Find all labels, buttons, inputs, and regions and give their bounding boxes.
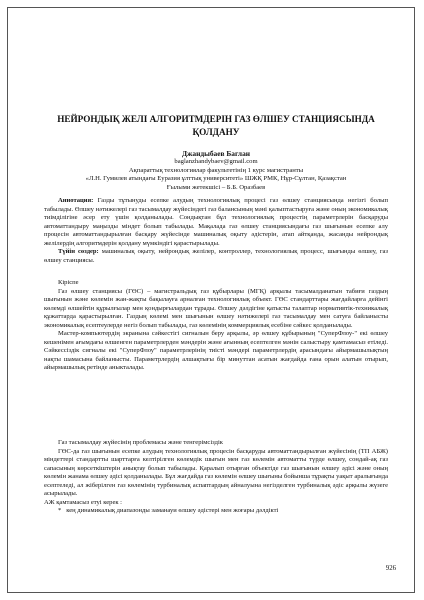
abstract-block: [44, 197, 388, 265]
keywords-text: машиналық оқыту, нейрондық желілер, контроллер, технологиялық процесс, шығынды өлшеу, газ өлшеу станциясы.: [44, 248, 388, 264]
title-line-1: НЕЙРОНДЫҚ ЖЕЛІ АЛГОРИТМДЕРІН ГАЗ ӨЛШЕУ СТАНЦИЯСЫНДА: [57, 114, 375, 124]
author-affiliation: [44, 158, 388, 192]
paper-title: [44, 113, 388, 139]
paragraph-1: Газ өлшеу станциясы (ГӨС) – магистральдық газ құбырлары (МГҚ) арқылы тасымалданатын табиғи газдың шығынын және көлемін жан-жақты бақылауға арналған технологиялық объект. ГӨС стандарттары жағдайларға дейінгі көлемді өлшейтін құрылғылар мен қондырғылардан тұрады. Өлшеу дәлдігіне қатысты талаптар нормативтік-техникалық құжаттарда қарастырылған. Газдың көлемі мен шығынын өлшеу нәтижелері газ тасымалдау мен сатуға байланысты экономикалық есептеулерде негіз болып табылады, газ көлемінің коммерциялық есебіне сәйкес қолданылады.: [44, 287, 388, 329]
paragraph-2: Мастер-компьютердің экранына сәйкестігі сигналын беру арқылы, әр өлшеу құбырының "СуперФлоу-" екі өлшеу кешенімен ағымдағы өлшенген параметрлерден мәндерін және ағынның есептелген мәнін салыстыру қамтамасыз етіледі. Сәйкессіздік сигналы екі "СуперФлоу" параметрлерінің тиісті мәндері параметрлердің арасындағы айырмашылықтың нақты шамасына байланысты. Параметрлердің алшақтығы бір минуттан асатын жағдайда ғана орын алатын отырып, айырмашылық ретінде аныкталады.: [44, 330, 388, 371]
paragraph-3: ГӨС-да газ шығынын есепке алудың технологиялық процесін басқаруды автоматтандырылған жүйесінің (ТП АБЖ) міндеттері стандартты шарттарға келтірілген көлемдік шығын мен газ көлемін автоматты түрде өлшеу, сондай-ақ газ сапасының көрсеткіштерін анықтау болып табылады. Қаралып отырған объектіде газ шығынын өлшеу әдісі және оның көлемін жанама өлшеу әдісі қолданылады. Бұл жағдайда газ көлемін өлшеу шығыны бойынша тұрақты уақыт аралығында есептеледі, ал жіберілген газ көлемінің турбиналық аспаптардың айналуына негізделген турбиналық әдіс арқылы жүзеге асырылады.: [44, 447, 388, 497]
section-2-heading: Газ тасымалдау жүйесінің проблемасы және тенгерімсіздік: [58, 439, 223, 446]
author-name: Джандыбаев Баглан: [181, 149, 251, 158]
annotation-label: Аннотация:: [58, 197, 94, 204]
title-line-2: ҚОЛДАНУ: [192, 127, 240, 137]
affiliation-line-1: Ақпараттық технологиялар факультетінің 1 курс магистранты: [128, 166, 304, 174]
section-2-block: [44, 439, 388, 516]
affiliation-line-2: «Л.Н. Гумилев атындағы Еуразия ұлттық университеті» ШЖҚ РМК, Нұр-Сұлтан, Қазақстан: [85, 175, 347, 183]
bullet-1-text: кең динамикалық диапазонды заманауи өлшеу әдістері мен жоғары дәлдікті: [66, 507, 279, 514]
paper-page: [7, 7, 415, 593]
introduction-block: [44, 279, 388, 373]
ag-heading: АЖ қамтамасыз етуі керек :: [44, 498, 122, 506]
annotation-text: Газды тұтынуды есепке алудың технологиялық процесі газ өлшеу станциясында негізгі болып табылады. Өлшеу нәтижелері газ тасымалдау жүйесіндегі газ балансының мәні қалыптастыруға және оның экономикалық тиімділігіне әсер ету үшін қолданылады. Сондықтан бұл технологиялық процестің параметрлерін басқаруды автоматтандыру маңызды міндет болып табылады. Мақалада газ өлшеу станциясындағы газ шығынын есепке алу процесін автоматтандырылған басқару жүйесінде машиналық оқыту әдістерін, атап айтқанда, жасанды нейрондық желілердің алгоритмдерін қолдану мүмкіндігі қарастырылады.: [44, 197, 388, 247]
bullet-item-1: [44, 507, 388, 516]
intro-heading: Кіріспе: [58, 279, 79, 286]
bullet-icon: *: [58, 507, 65, 514]
author-email: baglanzhandybaev@gmail.com: [174, 158, 258, 165]
affiliation-line-3: Ғылыми жетекшісі – Б.Б. Оразбаев: [166, 183, 266, 191]
keywords-label: Түйін сөздер:: [58, 248, 99, 255]
page-number: 926: [385, 565, 396, 572]
